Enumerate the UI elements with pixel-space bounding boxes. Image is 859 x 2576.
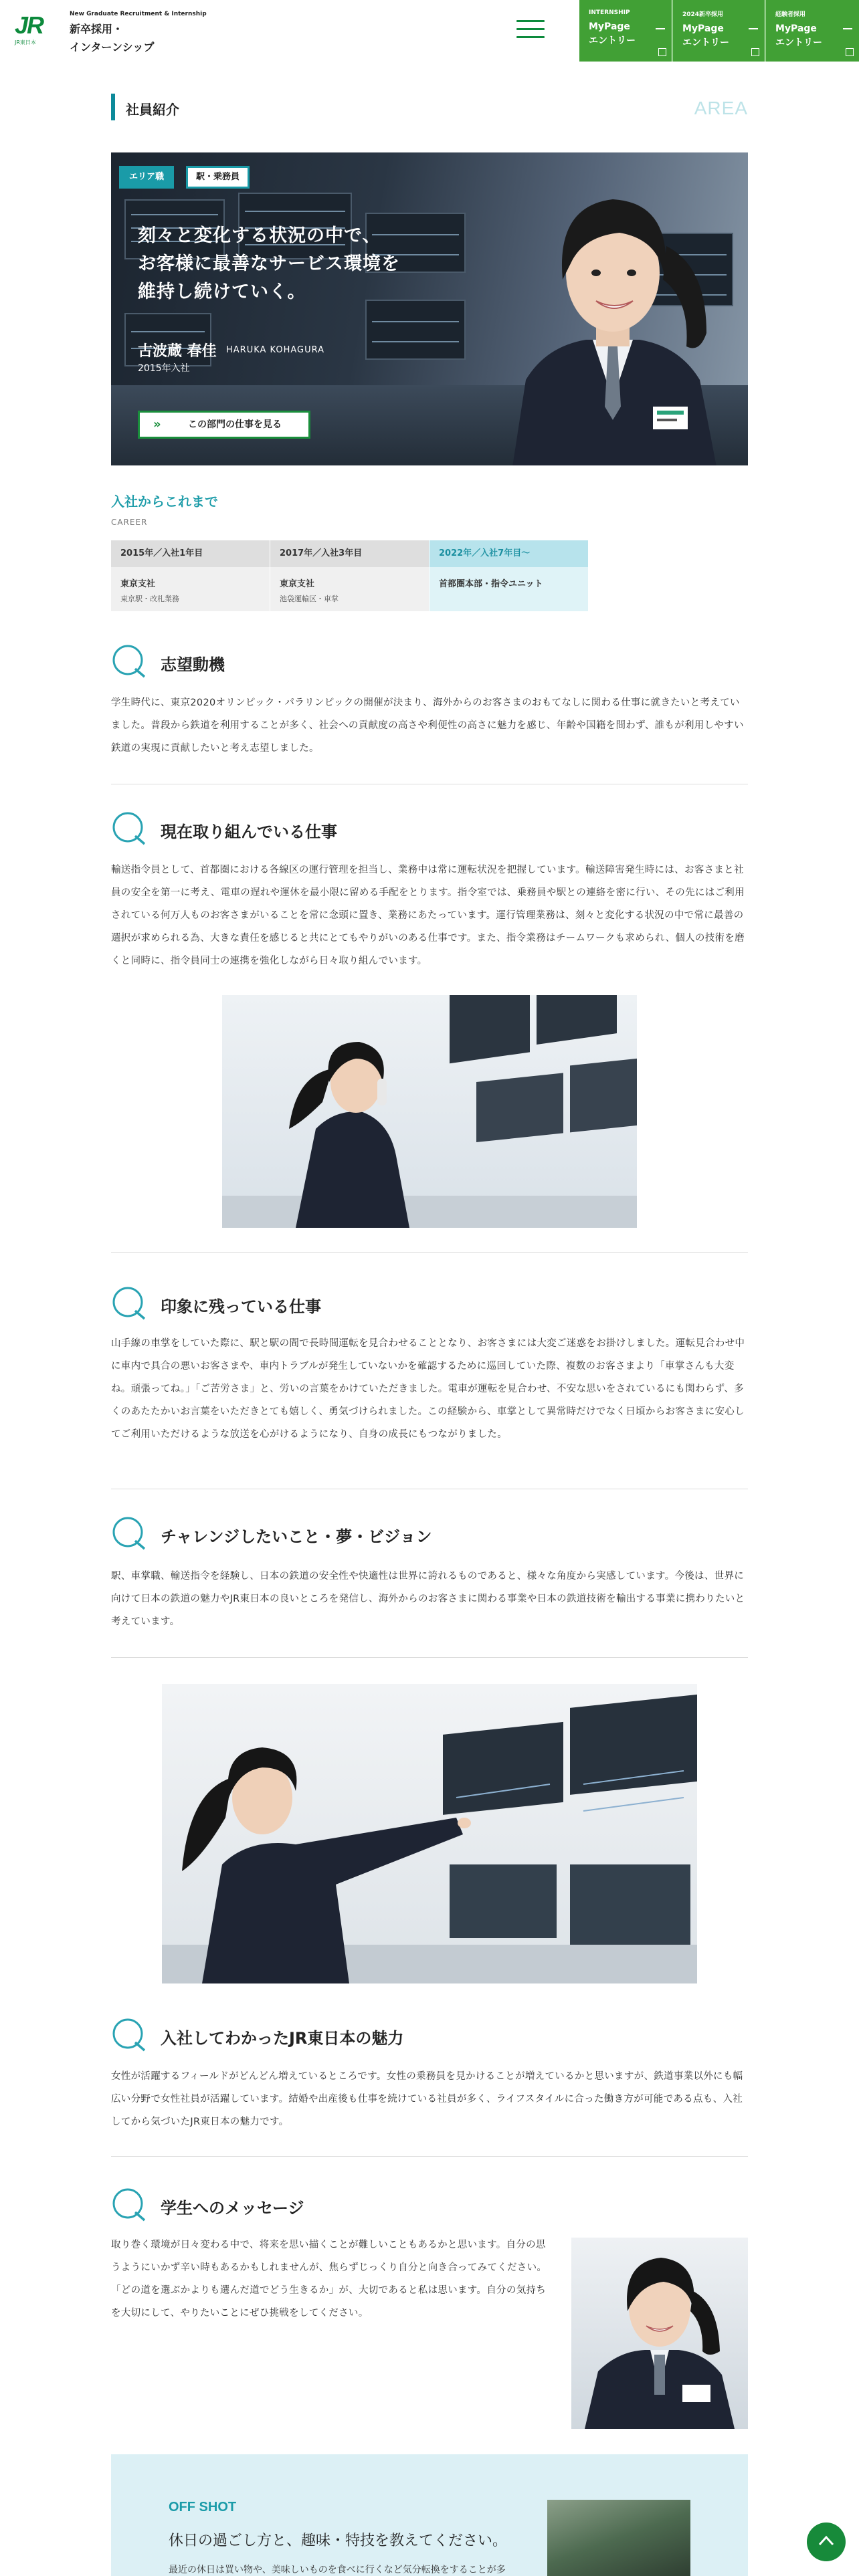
qa-answer: 取り巻く環境が日々変わる中で、将来を思い描くことが難しいこともあるかと思います。自分の思うようにいかず辛い時もあるかもしれませんが、焦らずじっくり自分と向き合ってみてください。「どの道を選ぶかよりも選んだ道でどう生きるか」が、大切であると私は思います。自分の気持ちを大切にして、やりたいことにぜひ挑戦をしてください。 <box>111 2240 547 2319</box>
join-year: 2015年入社 <box>138 363 190 374</box>
qa-answer: 女性が活躍するフィールドがどんどん増えているところです。女性の乗務員を見かけることが増えているかと思いますが、鉄道事業以外にも幅広い分野で女性社員が活躍しています。結婚や出産後も仕事を続けている社員が多く、ライフスタイルに合った働き方が可能である点も、入社してから気づいたJR東日本の魅力です。 <box>111 2071 743 2127</box>
menu-bar-icon <box>516 28 545 30</box>
career-title: 入社からこれまで <box>111 494 218 510</box>
site-title[interactable] <box>70 11 207 56</box>
job-category-tag: エリア職 <box>119 166 174 189</box>
offshot-text: 最近の休日は買い物や、美味しいものを食べに行くなど気分転換をすることが多 <box>169 2565 506 2575</box>
offshot-label: OFF SHOT <box>169 2500 237 2514</box>
external-link-icon <box>658 48 666 56</box>
site-header <box>0 0 859 62</box>
work-photo-phone <box>222 995 637 1228</box>
hero-catchphrase: 刻々と変化する状況の中で、 お客様に最善なサービス環境を 維持し続けていく。 <box>138 225 400 302</box>
external-link-icon <box>846 48 854 56</box>
section-title: 社員紹介 <box>126 102 179 118</box>
new-grad-entry-button[interactable]: 2024新卒採用 MyPage エントリー <box>672 0 765 62</box>
offshot-question: 休日の過ごし方と、趣味・特技を教えてください。 <box>169 2533 508 2549</box>
qa-answer: 駅、車掌職、輸送指令を経験し、日本の鉄道の安全性や快適性は世界に誇れるものであると、様々な角度から実感しています。今後は、世界に向けて日本の鉄道の魅力やJR東日本の良いところを発信し、海外からのお客さまに関わる事業や日本の鉄道技術を輸出する事業に携わりたいと考えています。 <box>111 1571 745 1627</box>
experienced-entry-button[interactable]: 経験者採用 MyPage エントリー <box>765 0 859 62</box>
site-title-line2: インターンシップ <box>70 41 155 53</box>
q-icon <box>111 2187 146 2222</box>
heading-bar <box>111 94 115 120</box>
qa-heading: 現在取り組んでいる仕事 <box>111 811 748 848</box>
qa-answer: 山手線の車掌をしていた際に、駅と駅の間で長時間運転を見合わせることとなり、お客さまには大変ご迷惑をお掛けしました。運転見合わせ中に車内で具合の悪いお客さまや、車内トラブルが発生していないかを確認するために巡回していた際、複数のお客さまより「車掌さんも大変ね。頑張ってね。」「ご苦労さま」と、労いの言葉をかけていただきました。電車が運転を見合わせ、不安な思いをされているにも関わらず、多くのあたたかいお言葉をいただきとても嬉しく、勇気づけられました。この経験から、車掌として異常時だけでなく日頃からお客さまに安心してご利用いただけるような放送を心がけるようになり、自身の成長にもつながりました。 <box>111 1338 745 1440</box>
site-subtitle-en: New Graduate Recruitment & Internship <box>70 11 207 17</box>
job-area-tag: 駅・乗務員 <box>186 166 250 189</box>
monitor-image <box>365 300 466 360</box>
dash-icon <box>656 28 665 29</box>
double-chevron-right-icon: » <box>153 417 161 431</box>
career-step-current: 2022年／入社7年目〜 首都圏本部・指令ユニット <box>430 540 588 613</box>
q-icon <box>111 2017 146 2052</box>
section-heading <box>111 94 748 123</box>
qa-heading: チャレンジしたいこと・夢・ビジョン <box>111 1515 748 1553</box>
qa-heading: 学生へのメッセージ <box>111 2187 748 2224</box>
chevron-up-icon <box>818 2535 834 2547</box>
dash-icon <box>843 28 852 29</box>
employee-hero <box>111 152 748 465</box>
employee-name: 古波蔵 春佳 <box>138 343 217 360</box>
qa-answer: 学生時代に、東京2020オリンピック・パラリンピックの開催が決まり、海外からのお客さまのおもてなしに関わる仕事に就きたいと考えていました。普段から鉄道を利用することが多く、社会への貢献度の高さや利便性の高さに魅力を感じ、年齢や国籍を問わず、誰もが利用しやすい鉄道の実現に貢献したいと考え志望しました。 <box>111 697 744 754</box>
menu-bar-icon <box>516 20 545 22</box>
divider <box>111 1657 748 1658</box>
career-step: 2015年／入社1年目 東京支社 東京駅・改札業務 <box>111 540 270 613</box>
operator-monitor-illustration <box>162 1684 697 1983</box>
section-title-en: AREA <box>694 98 748 118</box>
operator-phone-illustration <box>222 995 637 1228</box>
scroll-to-top-button[interactable] <box>807 2523 846 2561</box>
qa-heading: 印象に残っている仕事 <box>111 1285 748 1323</box>
q-icon <box>111 643 146 678</box>
internship-entry-button[interactable]: INTERNSHIP MyPage エントリー <box>579 0 672 62</box>
divider <box>111 1252 748 1253</box>
menu-bar-icon <box>516 36 545 38</box>
q-icon <box>111 1285 146 1320</box>
view-department-button[interactable]: » この部門の仕事を見る <box>138 411 310 439</box>
external-link-icon <box>751 48 759 56</box>
dash-icon <box>749 28 758 29</box>
divider <box>111 2156 748 2157</box>
career-step: 2017年／入社3年目 東京支社 池袋運輸区・車掌 <box>270 540 429 613</box>
offshot-section <box>111 2454 748 2576</box>
jr-east-logo[interactable]: JR JR東日本 <box>15 11 43 45</box>
q-icon <box>111 811 146 845</box>
qa-heading: 志望動機 <box>111 643 748 681</box>
career-title-en: CAREER <box>111 518 148 527</box>
employee-smiling-illustration <box>571 2238 748 2429</box>
qa-heading: 入社してわかったJR東日本の魅力 <box>111 2017 748 2054</box>
qa-answer: 輸送指令員として、首都圏における各線区の運行管理を担当し、業務中は常に運転状況を把握しています。輸送障害発生時には、お客さまと社員の安全を第一に考え、電車の遅れや運休を最小限に留める手配をとります。指令室では、乗務員や駅との連絡を密に行い、その先にはご利用されている何万人ものお客さまがいることを常に念頭に置き、業務にあたっています。運行管理業務は、刻々と変化する状況の中で常に最善の選択が求められる為、大きな責任を感じると共にとてもやりがいのある仕事です。また、指令業務はチームワークも求められ、個人の技術を磨くと同時に、指令員同士の連携を強化しながら日々取り組んでいます。 <box>111 865 745 966</box>
work-photo-monitor <box>162 1684 697 1983</box>
offshot-photo <box>547 2500 690 2576</box>
site-title-line1: 新卒採用・ <box>70 23 124 35</box>
menu-button[interactable] <box>516 20 545 39</box>
employee-name-en: HARUKA KOHAGURA <box>226 345 325 355</box>
employee-photo-smiling <box>571 2238 748 2429</box>
q-icon <box>111 1515 146 1550</box>
employee-portrait <box>486 179 740 465</box>
